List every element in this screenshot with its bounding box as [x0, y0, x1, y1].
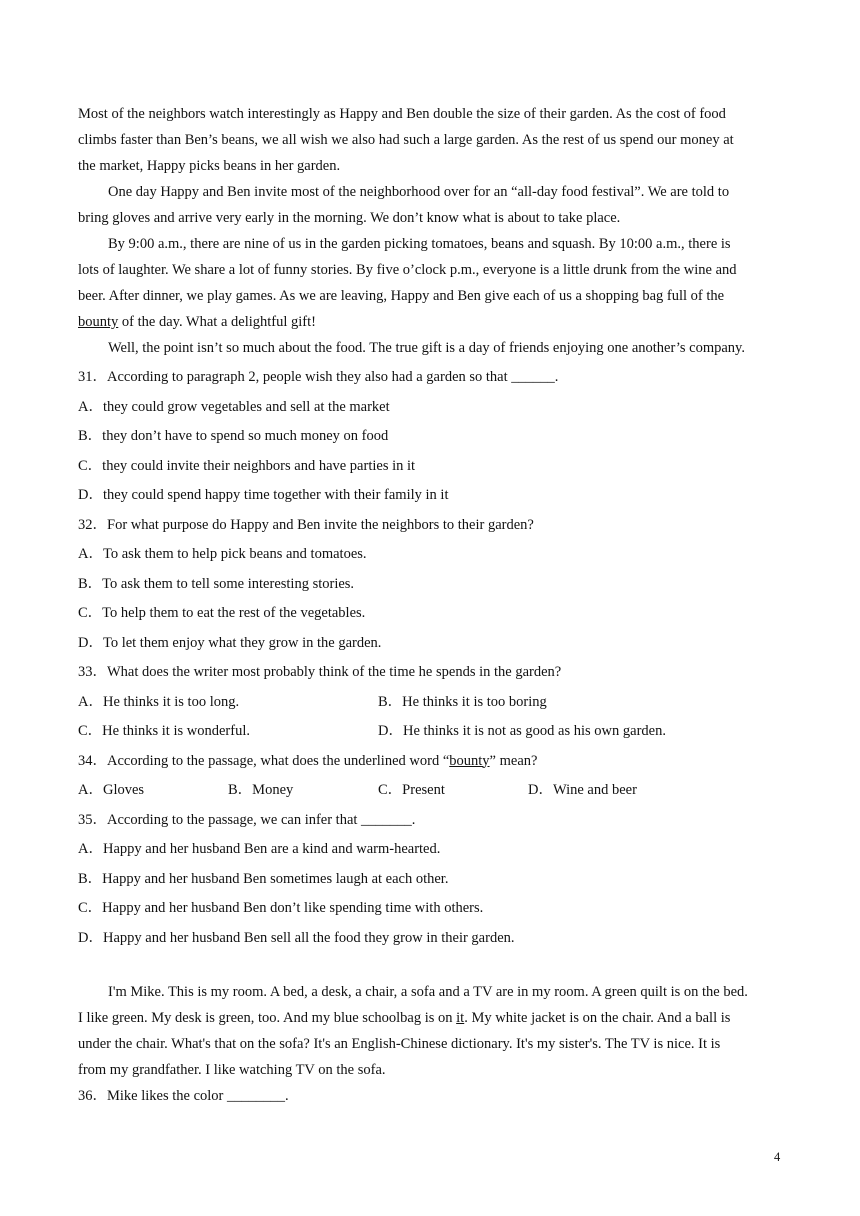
option-d: D．He thinks it is not as good as his own garden. [378, 723, 666, 739]
question-33 [78, 658, 782, 747]
paragraph-line: Well, the point isn’t so much about the food. The true gift is a day of friends enjoying one another’s company. [108, 340, 745, 356]
paragraph-line: One day Happy and Ben invite most of the neighborhood over for an “all-day food festival”. We are told to [108, 184, 730, 200]
document-page [78, 101, 782, 1109]
paragraph-line: the market, Happy picks beans in her garden. [78, 158, 341, 174]
line-text: . My white jacket is on the chair. And a ball is [464, 1010, 731, 1026]
paragraph-line [78, 309, 782, 335]
passage-one [78, 101, 782, 361]
options-row [78, 776, 782, 806]
option-c: C．they could invite their neighbors and have parties in it [78, 457, 416, 474]
option-b: B．To ask them to tell some interesting stories. [78, 575, 355, 592]
question-32 [78, 511, 782, 659]
paragraph-line: under the chair. What's that on the sofa? It's an English-Chinese dictionary. It's my sister's. The TV is nice. It is [78, 1036, 721, 1052]
paragraph-line: climbs faster than Ben’s beans, we all wish we also had such a large garden. As the rest of us spend our money at [78, 132, 734, 148]
paragraph-line: By 9:00 a.m., there are nine of us in the garden picking tomatoes, beans and squash. By 10:00 a.m., there is [108, 236, 731, 252]
question-stem: 35．According to the passage, we can infer that _______. [78, 811, 416, 828]
option-d: D．To let them enjoy what they grow in the garden. [78, 634, 382, 651]
option-c: C．Happy and her husband Ben don’t like spending time with others. [78, 900, 484, 916]
line-text: I like green. My desk is green, too. And my blue schoolbag is on [78, 1010, 457, 1026]
stem-text: ” mean? [489, 752, 538, 769]
option-a: A．Gloves [78, 782, 145, 798]
question-stem: 32．For what purpose do Happy and Ben invite the neighbors to their garden? [78, 516, 534, 533]
question-stem: 33．What does the writer most probably think of the time he spends in the garden? [78, 664, 562, 680]
option-c: C．He thinks it is wonderful. [78, 723, 250, 739]
question-34 [78, 747, 782, 806]
option-a: A．To ask them to help pick beans and tomatoes. [78, 546, 367, 562]
question-31 [78, 363, 782, 511]
options-row [78, 688, 782, 718]
option-d: D．Wine and beer [528, 782, 637, 798]
underlined-word-bounty: bounty [449, 752, 490, 769]
paragraph-line: beer. After dinner, we play games. As we are leaving, Happy and Ben give each of us a shopping bag full of the [78, 288, 725, 304]
paragraph-line: from my grandfather. I like watching TV on the sofa. [78, 1062, 386, 1078]
option-b: B．they don’t have to spend so much money on food [78, 428, 389, 444]
question-stem [78, 747, 782, 777]
question-36 [78, 1083, 782, 1109]
option-a: A．they could grow vegetables and sell at the market [78, 398, 390, 415]
paragraph-line: lots of laughter. We share a lot of funny stories. By five o’clock p.m., everyone is a little drunk from the wine and [78, 262, 737, 278]
option-c: C．To help them to eat the rest of the vegetables. [78, 605, 366, 621]
section-gap [78, 953, 782, 979]
option-d: D．they could spend happy time together with their family in it [78, 487, 449, 503]
option-a: A．He thinks it is too long. [78, 693, 240, 710]
paragraph-line: bring gloves and arrive very early in the morning. We don’t know what is about to take place. [78, 210, 621, 226]
option-b: B．He thinks it is too boring [378, 693, 547, 710]
question-stem: 31．According to paragraph 2, people wish they also had a garden so that ______. [78, 369, 559, 385]
underlined-word-it: it [456, 1010, 465, 1026]
paragraph-line [78, 1005, 782, 1031]
stem-text: 34．According to the passage, what does the underlined word “ [78, 752, 450, 769]
option-d: D．Happy and her husband Ben sell all the food they grow in their garden. [78, 929, 515, 946]
option-c: C．Present [378, 782, 445, 798]
line-text: of the day. What a delightful gift! [118, 314, 316, 330]
page-number: 4 [774, 1150, 781, 1164]
option-b: B．Money [228, 782, 294, 798]
paragraph-line: Most of the neighbors watch interestingly as Happy and Ben double the size of their garden. As the cost of food [78, 106, 726, 122]
option-a: A．Happy and her husband Ben are a kind and warm-hearted. [78, 841, 441, 857]
options-row [78, 717, 782, 747]
underlined-word-bounty: bounty [78, 314, 119, 330]
passage-two [78, 979, 782, 1083]
paragraph-line: I'm Mike. This is my room. A bed, a desk, a chair, a sofa and a TV are in my room. A green quilt is on the bed. [108, 984, 748, 1000]
option-b: B．Happy and her husband Ben sometimes laugh at each other. [78, 870, 449, 887]
question-stem: 36．Mike likes the color ________. [78, 1088, 289, 1104]
question-35 [78, 806, 782, 954]
